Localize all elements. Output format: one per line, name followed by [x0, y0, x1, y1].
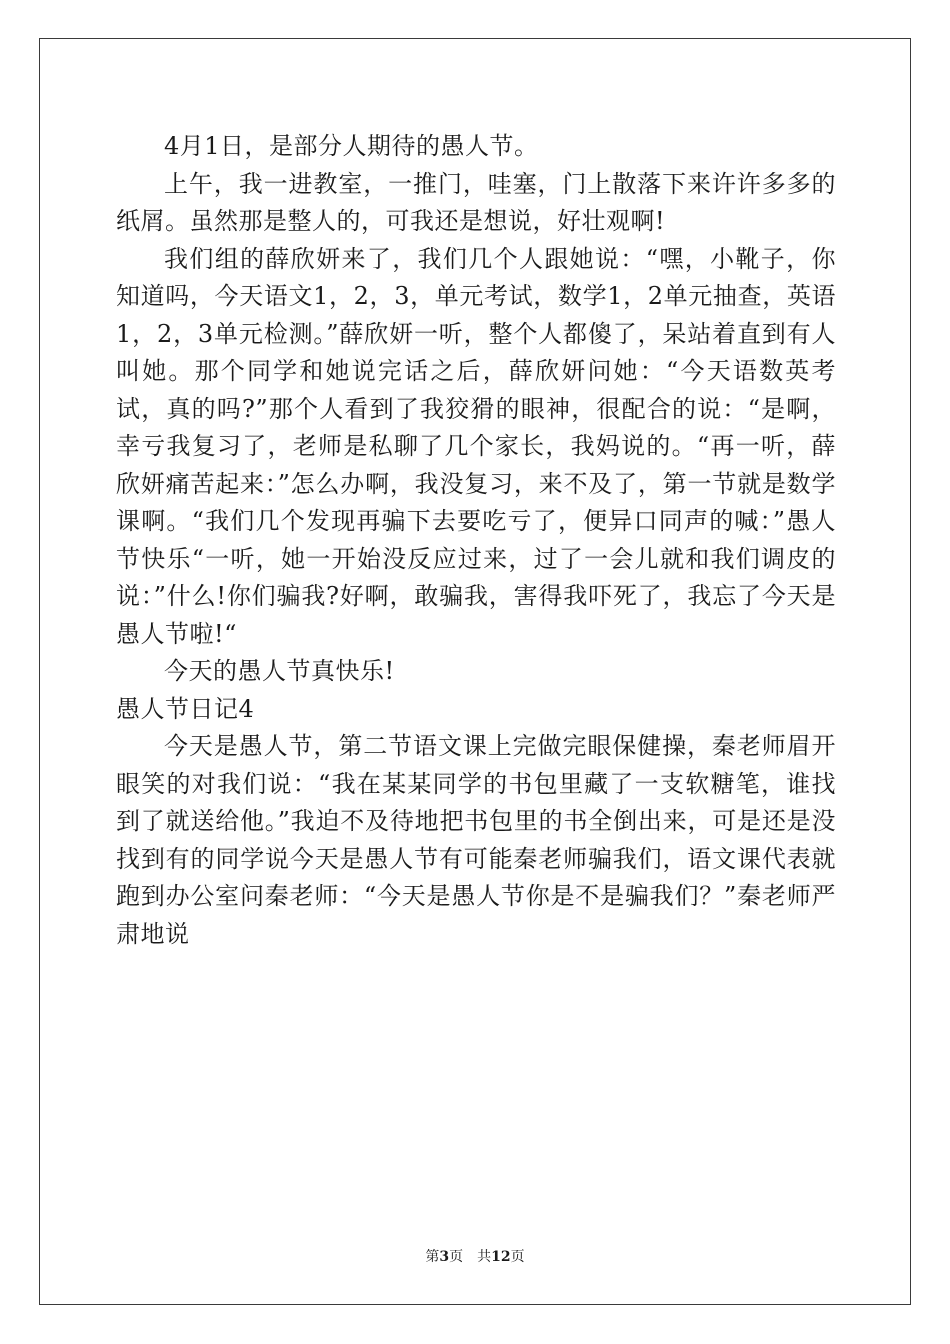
paragraph: 我们组的薛欣妍来了，我们几个人跟她说：“嘿，小靴子，你知道吗，今天语文1，2，3，单元考试，数学1，2单元抽查，英语1，2，3单元检测。”薛欣妍一听，整个人都傻了，呆站着直到有人叫她。那个同学和她说完话之后，薛欣妍问她：“今天语数英考试，真的吗?”那个人看到了我狡猾的眼神，很配合的说：“是啊，幸亏我复习了，老师是私聊了几个家长，我妈说的。“再一听，薛欣妍痛苦起来：”怎么办啊，我没复习，来不及了，第一节就是数学课啊。“我们几个发现再骗下去要吃亏了，便异口同声的喊：”愚人节快乐“一听，她一开始没反应过来，过了一会儿就和我们调皮的说：”什么!你们骗我?好啊，敢骗我，害得我吓死了，我忘了今天是愚人节啦!“: [116, 244, 836, 648]
total-prefix: 共: [477, 1249, 492, 1265]
page-prefix: 第: [425, 1249, 440, 1265]
page-current: 3: [439, 1249, 450, 1265]
paragraph: 4月1日，是部分人期待的愚人节。: [164, 132, 539, 160]
section-heading: 愚人节日记4: [116, 694, 255, 723]
page-footer: [0, 1247, 950, 1267]
page-total: 12: [491, 1249, 511, 1265]
paragraph: 今天是愚人节，第二节语文课上完做完眼保健操，秦老师眉开眼笑的对我们说：“我在某某同学的书包里藏了一支软糖笔，谁找到了就送给他。”我迫不及待地把书包里的书全倒出来，可是还是没找到有的同学说今天是愚人节有可能秦老师骗我们，语文课代表就跑到办公室问秦老师：“今天是愚人节你是不是骗我们？”秦老师严肃地说: [116, 732, 836, 948]
document-body: [116, 128, 836, 953]
total-suffix: 页: [510, 1249, 525, 1265]
paragraph: 今天的愚人节真快乐!: [164, 657, 395, 685]
paragraph: 上午，我一进教室，一推门，哇塞，门上散落下来许许多多的纸屑。虽然那是整人的，可我还是想说，好壮观啊!: [116, 169, 836, 235]
page-suffix: 页: [449, 1249, 464, 1265]
